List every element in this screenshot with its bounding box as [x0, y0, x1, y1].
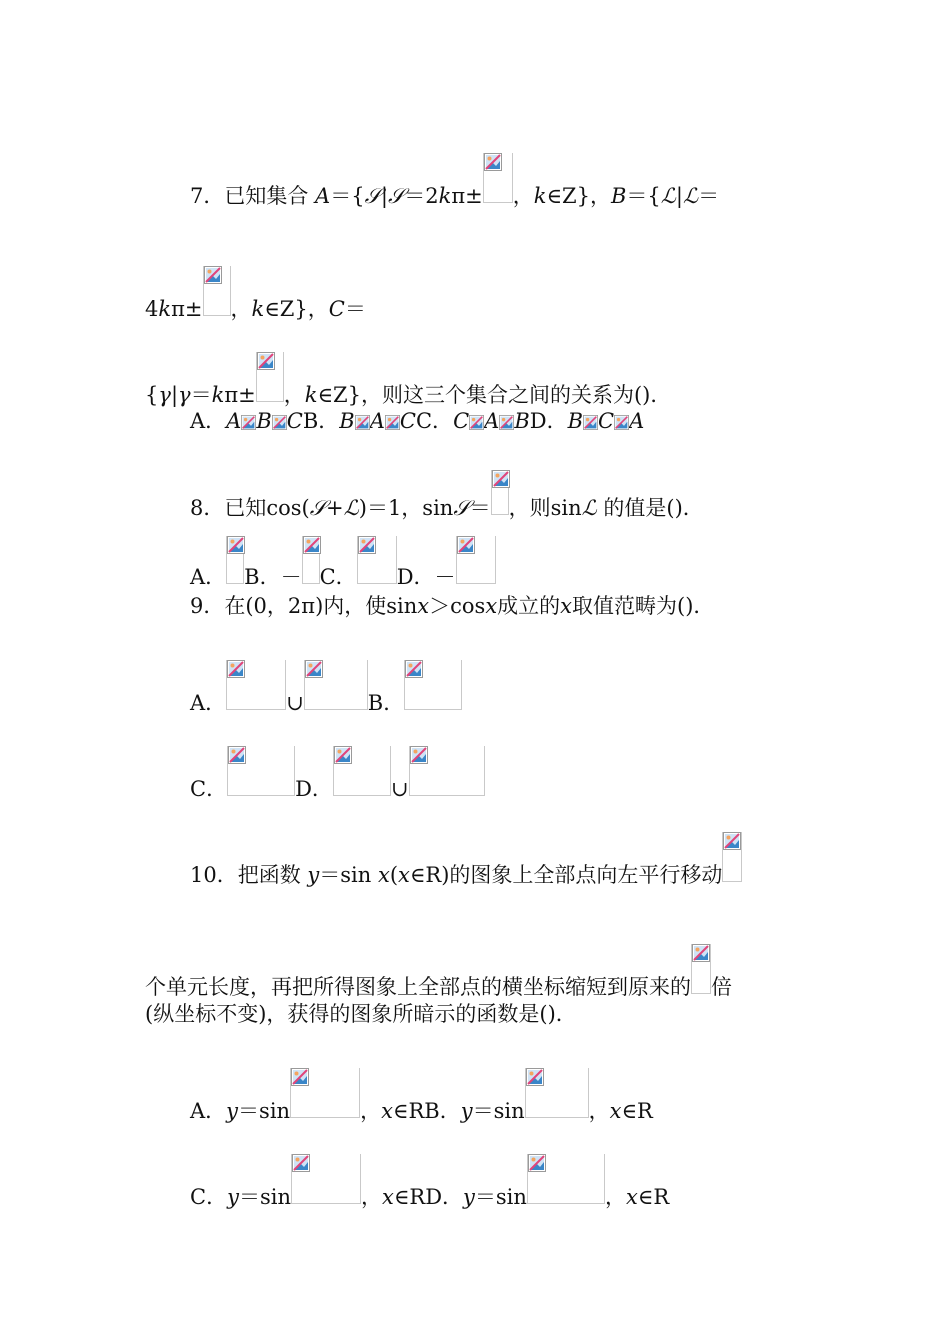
broken-image-icon: [241, 414, 256, 431]
set-c: C: [598, 409, 615, 433]
text: ，: [360, 1185, 382, 1209]
text: 8．已知cos(: [190, 496, 310, 520]
text: 4: [145, 297, 159, 321]
broken-image-icon: [226, 536, 244, 584]
k-var: k: [304, 383, 318, 407]
option-a-label: A．: [190, 565, 227, 589]
q10-options-ab: [190, 1068, 653, 1123]
text: ∈Z}，: [264, 297, 329, 321]
text: ∈R: [637, 1185, 670, 1209]
set-a: A: [315, 184, 331, 208]
set-a: A: [369, 409, 385, 433]
text: (纵坐标不变)，获得的图象所暗示的函数是()．: [145, 1002, 577, 1026]
broken-image-icon: [722, 832, 742, 882]
q7-stem-line3: [145, 352, 671, 407]
text: +: [326, 496, 344, 520]
q10-stem-line1: [190, 832, 742, 887]
text: ，: [360, 1099, 382, 1123]
text: ∈R: [392, 1099, 425, 1123]
text: 成立的: [497, 594, 561, 618]
k-var: k: [251, 297, 265, 321]
q9-stem: [190, 594, 714, 618]
option-b-label: B．: [302, 409, 340, 433]
option-a-label: A．: [190, 1099, 227, 1123]
text: ，: [283, 383, 305, 407]
set-a: A: [484, 409, 500, 433]
text: 倍: [711, 975, 732, 999]
beta-symbol: ℒ: [682, 184, 699, 208]
x-var: x: [381, 1099, 393, 1123]
y-var: y: [307, 863, 320, 887]
text: |: [170, 383, 179, 407]
broken-image-icon: [256, 352, 284, 402]
text: ，: [512, 184, 534, 208]
text: ＝sin: [474, 1185, 527, 1209]
option-c-label: C．: [190, 777, 228, 801]
broken-image-icon: [583, 414, 598, 431]
text: ＝: [344, 297, 366, 321]
text: {: [145, 383, 159, 407]
q7-number: 7．已知集合: [190, 184, 316, 208]
broken-image-icon: [527, 1154, 605, 1204]
option-d-label: D．: [425, 1185, 464, 1209]
broken-image-icon: [456, 536, 496, 584]
option-b-label: B．－: [244, 565, 302, 589]
broken-image-icon: [469, 414, 484, 431]
text: ，则sin: [508, 496, 582, 520]
set-b: B: [514, 409, 530, 433]
q10-options-cd: [190, 1154, 669, 1209]
text: ＝2: [404, 184, 439, 208]
k-var: k: [158, 297, 172, 321]
x-var: x: [377, 863, 390, 887]
x-var: x: [398, 863, 410, 887]
text: ∈R: [621, 1099, 653, 1123]
text: ，: [230, 297, 252, 321]
y-var: y: [226, 1099, 239, 1123]
text: ＝sin: [238, 1099, 291, 1123]
broken-image-icon: [409, 746, 485, 796]
x-var: x: [625, 1185, 638, 1209]
k-var: k: [533, 184, 547, 208]
x-var: x: [609, 1099, 622, 1123]
text: ∈Z}，则这三个集合之间的关系为()．: [317, 383, 672, 407]
text: ＝{: [330, 184, 365, 208]
beta-symbol: ℒ: [581, 496, 597, 520]
text: ，: [604, 1185, 626, 1209]
set-c: C: [399, 409, 416, 433]
broken-image-icon: [357, 536, 397, 584]
broken-image-icon: [304, 660, 368, 710]
text: ∈R)的图象上全部点向左平行移动: [409, 863, 723, 887]
broken-image-icon: [525, 1068, 589, 1118]
text: ＝: [190, 383, 212, 407]
x-var: x: [560, 594, 573, 618]
broken-image-icon: [227, 746, 295, 796]
set-c: C: [453, 409, 470, 433]
option-c-label: C．: [190, 1185, 228, 1209]
gamma-symbol: γ: [178, 383, 191, 407]
text: π±: [171, 297, 203, 321]
broken-image-icon: [302, 536, 320, 584]
broken-image-icon: [333, 746, 391, 796]
x-var: x: [381, 1185, 394, 1209]
set-b: B: [610, 184, 627, 208]
gamma-symbol: γ: [158, 383, 171, 407]
broken-image-icon: [691, 944, 711, 994]
q8-stem: [190, 470, 704, 520]
k-var: k: [211, 383, 225, 407]
alpha-symbol: 𝒮: [387, 184, 405, 208]
option-d-label: D．: [529, 409, 568, 433]
set-b: B: [567, 409, 584, 433]
text: ＝: [698, 184, 720, 208]
text: ∈Z}，: [546, 184, 611, 208]
q8-options: [190, 536, 496, 589]
alpha-symbol: 𝒮: [364, 184, 381, 208]
text: )＝1，sin: [358, 496, 454, 520]
set-a: A: [226, 409, 242, 433]
text: ＝sin: [472, 1099, 525, 1123]
set-b: B: [339, 409, 355, 433]
broken-image-icon: [499, 414, 514, 431]
text: π±: [224, 383, 256, 407]
text: (: [389, 863, 399, 887]
set-b: B: [256, 409, 272, 433]
y-var: y: [227, 1185, 239, 1209]
q7-stem-line2: [145, 266, 366, 321]
x-var: x: [485, 594, 498, 618]
text: π±: [451, 184, 483, 208]
broken-image-icon: [203, 266, 231, 316]
text: 9．在(0，2π)内，使sin: [190, 594, 418, 618]
option-d-label: D．: [295, 777, 333, 801]
option-d-label: D．－: [396, 565, 456, 589]
text: |: [675, 184, 683, 208]
text: 取值范畴为()．: [572, 594, 715, 618]
beta-symbol: ℒ: [343, 496, 359, 520]
option-a-label: A．: [190, 691, 227, 715]
broken-image-icon: [614, 414, 629, 431]
text: ＝{: [626, 184, 661, 208]
alpha-symbol: 𝒮: [309, 496, 327, 520]
q9-options-ab: [190, 660, 462, 715]
broken-image-icon: [290, 1068, 360, 1118]
broken-image-icon: [404, 660, 462, 710]
text: 的值是()．: [596, 496, 704, 520]
y-var: y: [460, 1099, 473, 1123]
x-var: x: [417, 594, 430, 618]
y-var: y: [463, 1185, 475, 1209]
text: ＝: [469, 496, 491, 520]
option-b-label: B．: [367, 691, 405, 715]
broken-image-icon: [491, 470, 509, 515]
text: ＝sin: [238, 1185, 291, 1209]
beta-symbol: ℒ: [660, 184, 676, 208]
q9-options-cd: [190, 746, 485, 801]
text: ＞cos: [429, 594, 486, 618]
broken-image-icon: [291, 1154, 361, 1204]
text: ＝sin: [319, 863, 378, 887]
broken-image-icon: [385, 414, 400, 431]
broken-image-icon: [272, 414, 287, 431]
q7-options: [190, 409, 644, 433]
set-c: C: [328, 297, 345, 321]
broken-image-icon: [226, 660, 286, 710]
q10-number: 10．把函数: [190, 863, 308, 887]
option-a-label: A．: [190, 409, 227, 433]
set-c: C: [286, 409, 303, 433]
union-symbol: ∪: [286, 691, 304, 715]
text: 个单元长度，再把所得图象上全部点的横坐标缩短到原来的: [145, 975, 691, 999]
alpha-symbol: 𝒮: [453, 496, 470, 520]
q10-stem-line3: [145, 1002, 577, 1026]
option-c-label: C．: [415, 409, 454, 433]
union-symbol: ∪: [390, 777, 409, 801]
text: |: [380, 184, 388, 208]
broken-image-icon: [483, 153, 513, 203]
set-a: A: [629, 409, 645, 433]
broken-image-icon: [355, 414, 370, 431]
text: ∈R: [393, 1185, 426, 1209]
text: ，: [588, 1099, 610, 1123]
q7-stem-line1: [190, 153, 719, 208]
q10-stem-line2: [145, 944, 732, 999]
option-c-label: C．: [319, 565, 357, 589]
option-b-label: B．: [424, 1099, 461, 1123]
k-var: k: [438, 184, 452, 208]
